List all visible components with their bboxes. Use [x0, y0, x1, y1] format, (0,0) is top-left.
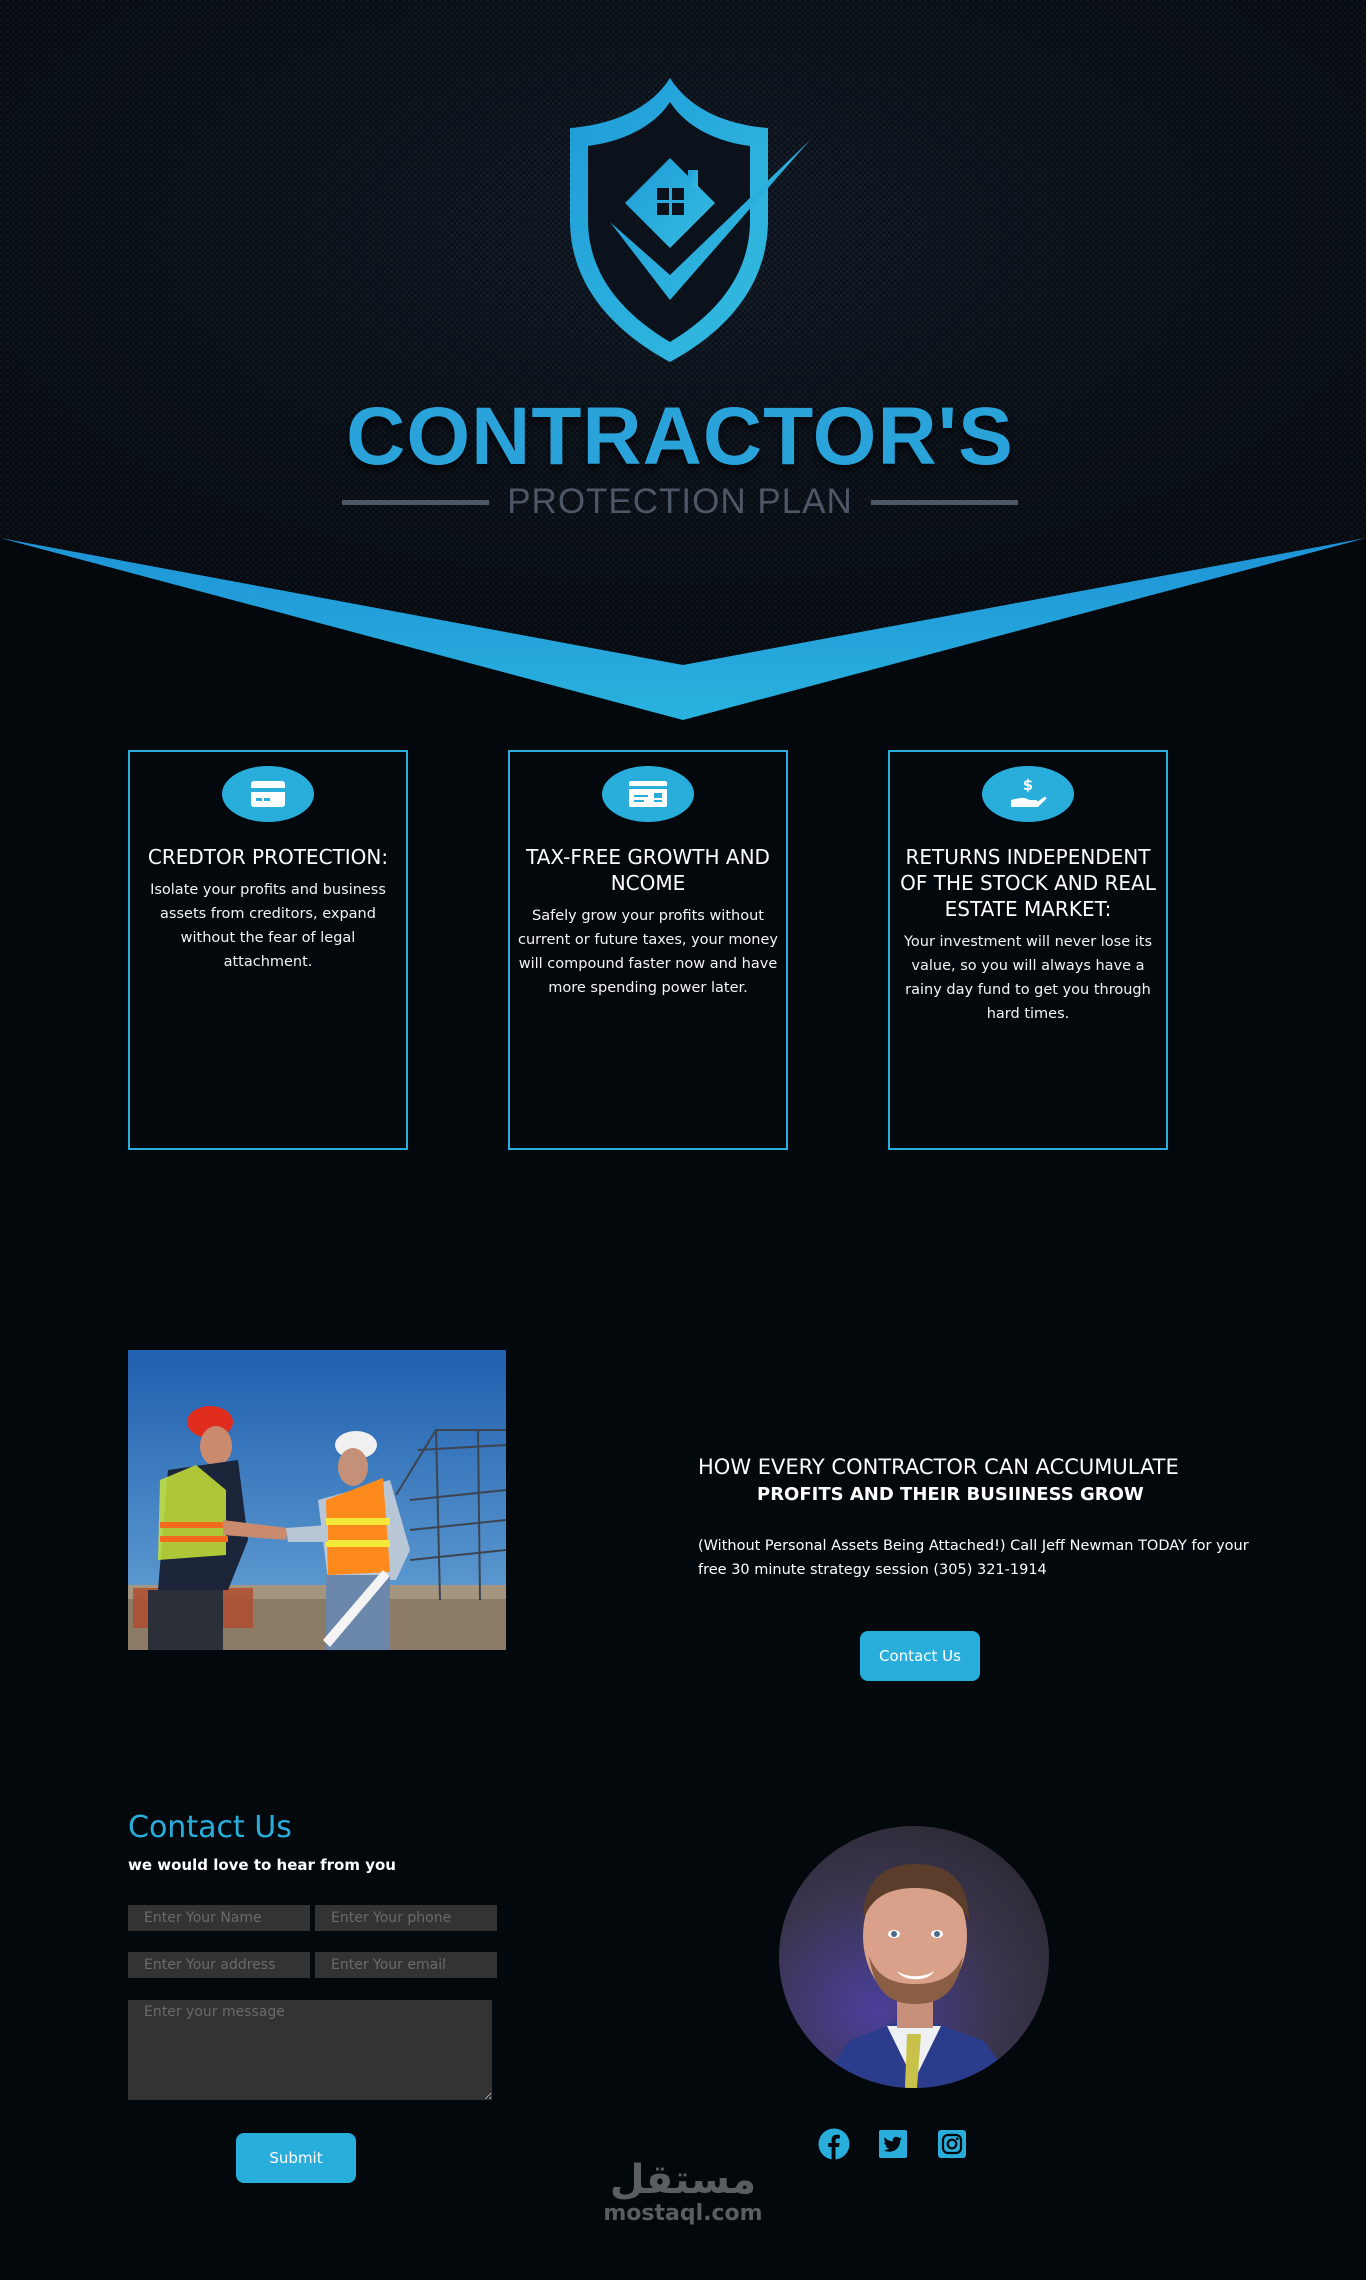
- feature-title: TAX-FREE GROWTH AND NCOME: [526, 845, 770, 895]
- feature-text: Safely grow your profits without current or future taxes, your money will compound faster now and have more spending power later.: [518, 908, 779, 996]
- name-input[interactable]: [128, 1905, 310, 1931]
- brand-subtitle-row: [342, 482, 1018, 522]
- contact-us-button[interactable]: Contact Us: [860, 1631, 980, 1681]
- feature-text: Your investment will never lose its value, so you will always have a rainy day fund to get you through hard times.: [903, 934, 1153, 1022]
- feature-card-creditor-protection: [128, 750, 408, 1150]
- mostaql-watermark: [598, 2158, 768, 2226]
- brand-title: CONTRACTOR'S: [346, 391, 1014, 482]
- feature-title: RETURNS INDEPENDENT OF THE STOCK AND REAL ESTATE MARKET:: [900, 845, 1156, 921]
- watermark-latin: mostaql.com: [603, 2201, 763, 2226]
- portrait-image: [779, 1826, 1049, 2088]
- instagram-icon[interactable]: [936, 2128, 968, 2160]
- contact-title: Contact Us: [128, 1810, 292, 1845]
- brand-subtitle: PROTECTION PLAN: [507, 482, 853, 521]
- contact-subtitle: we would love to hear from you: [128, 1856, 396, 1874]
- feature-title: CREDTOR PROTECTION:: [147, 845, 389, 869]
- facebook-icon[interactable]: [818, 2128, 850, 2160]
- svg-text:$: $: [1022, 776, 1034, 794]
- id-card-icon: [602, 766, 694, 822]
- credit-card-icon: [222, 766, 314, 822]
- promo-body: (Without Personal Assets Being Attached!) Call Jeff Newman TODAY for your free 30 minute strategy session (305) 321-1914: [698, 1538, 1249, 1578]
- email-input[interactable]: [315, 1952, 497, 1978]
- brand-logo: [330, 70, 1030, 540]
- divider: [342, 500, 489, 505]
- phone-input[interactable]: [315, 1905, 497, 1931]
- hand-dollar-icon: [982, 766, 1074, 822]
- social-links: [818, 2128, 968, 2160]
- watermark-arabic: مستقل: [609, 2157, 757, 2203]
- message-textarea[interactable]: [128, 2000, 492, 2100]
- promo-heading-line2: PROFITS AND THEIR BUSIINESS GROW: [757, 1484, 1144, 1505]
- feature-card-tax-free-growth: [508, 750, 788, 1150]
- address-input[interactable]: [128, 1952, 310, 1978]
- hero-section: [0, 0, 1366, 730]
- promo-heading-line1: HOW EVERY CONTRACTOR CAN ACCUMULATE: [698, 1455, 1179, 1479]
- promo-text-block: [698, 1452, 1258, 1582]
- shield-house-check-icon: [510, 70, 850, 370]
- submit-button[interactable]: Submit: [236, 2133, 356, 2183]
- twitter-icon[interactable]: [877, 2128, 909, 2160]
- feature-text: Isolate your profits and business assets from creditors, expand without the fear of legal attachment.: [150, 882, 386, 970]
- contractors-handshake-image: [128, 1350, 506, 1650]
- feature-card-returns-independent: [888, 750, 1168, 1150]
- divider: [871, 500, 1018, 505]
